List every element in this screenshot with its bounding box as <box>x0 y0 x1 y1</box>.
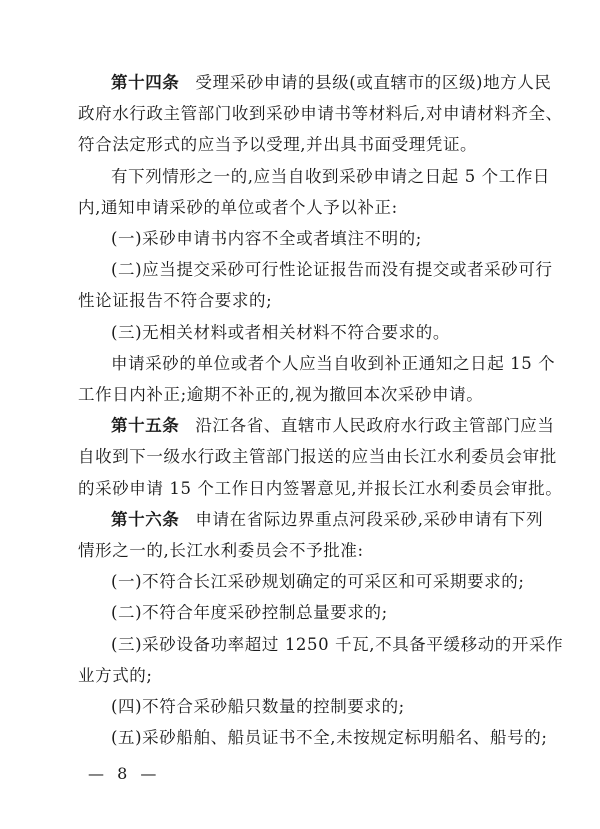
line-text: (四)不符合采砂船只数量的控制要求的; <box>111 697 405 716</box>
article-heading: 第十六条 <box>111 509 180 529</box>
line-text: 有下列情形之一的,应当自收到采砂申请之日起 5 个工作日 <box>111 166 551 186</box>
paragraph-line <box>78 384 528 406</box>
line-text: 自收到下一级水行政主管部门报送的应当由长江水利委员会审批 <box>78 447 557 467</box>
line-text: (二)不符合年度采砂控制总量要求的; <box>111 603 388 623</box>
paragraph-line <box>111 259 561 281</box>
line-text: (一)不符合长江采砂规划确定的可采区和可采期要求的; <box>111 572 525 592</box>
paragraph-line <box>111 634 564 656</box>
line-text: 业方式的; <box>78 665 153 685</box>
paragraph-line <box>111 166 561 188</box>
paragraph-line <box>78 478 563 500</box>
line-text: 沿江各省、直辖市人民政府水行政主管部门应当 <box>195 416 555 436</box>
line-text: (三)采砂设备功率超过 1250 千瓦,不具备平缓移动的开采作 <box>111 634 564 654</box>
paragraph-line <box>78 540 528 562</box>
line-text: 性论证报告不符合要求的; <box>78 291 273 311</box>
line-text: (一)采砂申请书内容不全或者填注不明的; <box>111 229 422 248</box>
article-heading: 第十四条 <box>111 73 180 92</box>
paragraph-line <box>111 353 561 375</box>
paragraph-line <box>111 322 561 344</box>
paragraph-line <box>78 665 528 687</box>
paragraph-line <box>111 727 561 749</box>
page-number: — 8 — <box>88 764 161 784</box>
line-text: (五)采砂船舶、船员证书不全,未按规定标明船名、船号的; <box>111 728 548 748</box>
line-text: 政府水行政主管部门收到采砂申请书等材料后,对申请材料齐全、 <box>78 104 563 124</box>
paragraph-line <box>111 228 561 250</box>
line-text: 的采砂申请 15 个工作日内签署意见,并报长江水利委员会审批。 <box>78 478 563 498</box>
paragraph-line <box>111 602 561 624</box>
line-text: 符合法定形式的应当予以受理,并出具书面受理凭证。 <box>78 135 478 155</box>
paragraph-line <box>111 415 561 437</box>
paragraph-line <box>78 134 528 156</box>
paragraph-line <box>111 696 561 718</box>
line-text: 受理采砂申请的县级(或直辖市的区级)地方人民 <box>195 73 552 92</box>
article-heading: 第十五条 <box>111 416 180 436</box>
line-text: 申请采砂的单位或者个人应当自收到补正通知之日起 15 个 <box>111 353 556 373</box>
line-text: (二)应当提交采砂可行性论证报告而没有提交或者采砂可行 <box>111 260 553 280</box>
line-text: 内,通知申请采砂的单位或者个人予以补正: <box>78 197 398 217</box>
paragraph-line <box>78 103 563 125</box>
paragraph-line <box>111 72 561 94</box>
line-text: 情形之一的,长江水利委员会不予批准: <box>78 541 364 560</box>
paragraph-line <box>78 197 528 219</box>
paragraph-line <box>111 571 561 593</box>
paragraph-line <box>78 290 528 312</box>
paragraph-line <box>111 509 561 531</box>
line-text: 工作日内补正;逾期不补正的,视为撤回本次采砂申请。 <box>78 385 484 404</box>
paragraph-line <box>78 446 557 468</box>
line-text: (三)无相关材料或者相关材料不符合要求的。 <box>111 322 450 342</box>
line-text: 申请在省际边界重点河段采砂,采砂申请有下列 <box>195 509 544 529</box>
